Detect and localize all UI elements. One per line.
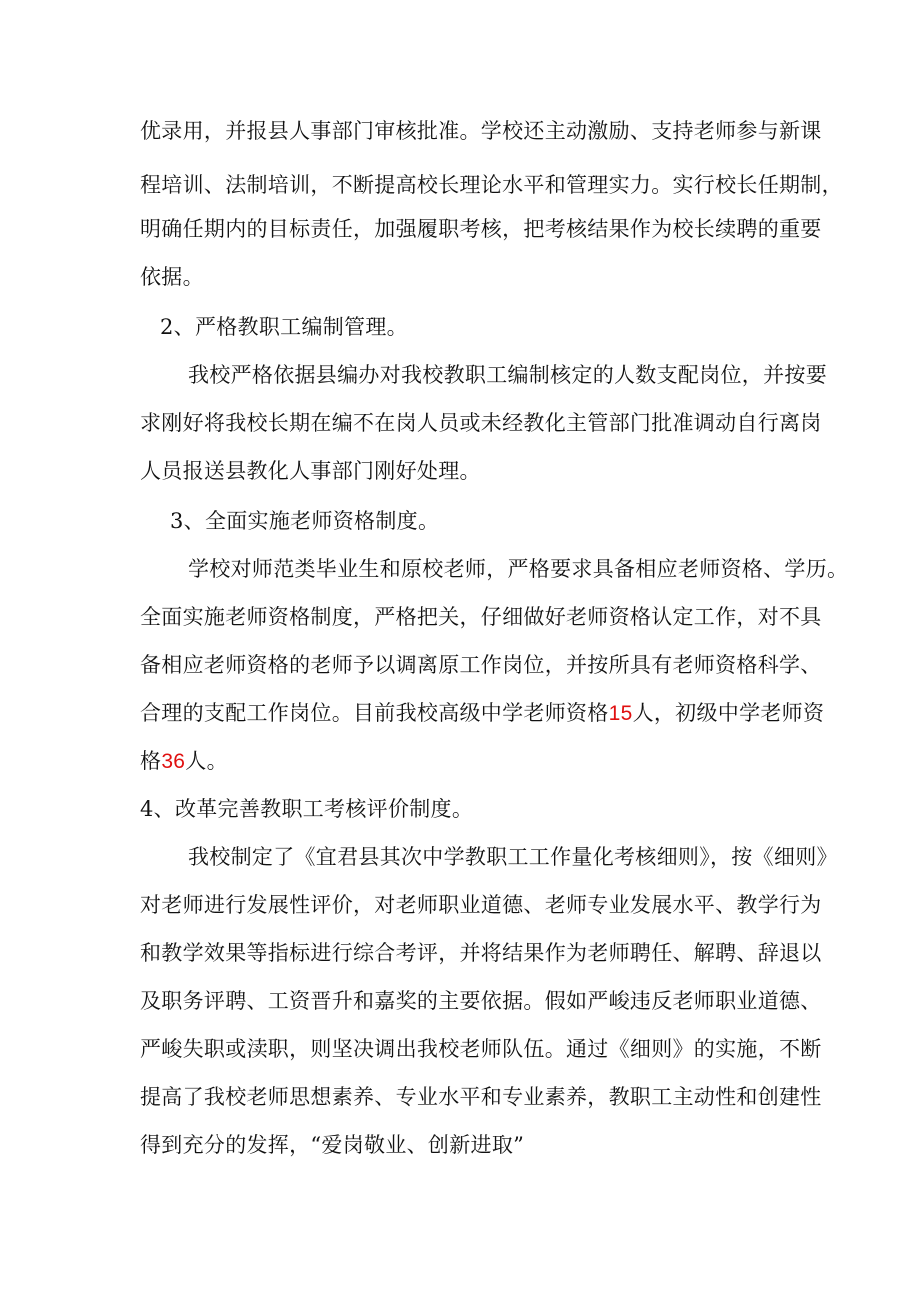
paragraph-line: 提高了我校老师思想素养、专业水平和专业素养，教职工主动性和创建性: [140, 1085, 822, 1109]
paragraph-line: 明确任期内的目标责任，加强履职考核，把考核结果作为校长续聘的重要: [140, 217, 822, 241]
paragraph-line: 优录用，并报县人事部门审核批准。学校还主动激励、支持老师参与新课: [140, 119, 822, 143]
paragraph-line: 学校对师范类毕业生和原校老师，严格要求具备相应老师资格、学历。: [188, 557, 849, 581]
paragraph-line: 我校严格依据县编办对我校教职工编制核定的人数支配岗位，并按要: [188, 363, 827, 387]
paragraph-line: 及职务评聘、工资晋升和嘉奖的主要依据。假如严峻违反老师职业道德、: [140, 989, 822, 1013]
text-segment: 合理的支配工作岗位。目前我校高级中学老师资格: [140, 701, 609, 725]
text-segment: 人。: [185, 749, 228, 773]
text-segment: 格: [140, 749, 162, 773]
text-segment: 人，初级中学老师资: [632, 701, 825, 725]
paragraph-line: 依据。: [140, 265, 204, 289]
paragraph-line: 程培训、法制培训，不断提高校长理论水平和管理实力。实行校长任期制，: [140, 173, 843, 197]
paragraph-line: 严峻失职或渎职，则坚决调出我校老师队伍。通过《细则》的实施，不断: [140, 1037, 822, 1061]
paragraph-line: 全面实施老师资格制度，严格把关，仔细做好老师资格认定工作，对不具: [140, 605, 822, 629]
paragraph-line-with-number: [140, 698, 824, 729]
paragraph-line: 人员报送县教化人事部门刚好处理。: [140, 459, 481, 483]
paragraph-line: 我校制定了《宜君县其次中学教职工工作量化考核细则》，按《细则》: [188, 845, 838, 869]
paragraph-line: 求刚好将我校长期在编不在岗人员或未经教化主管部门批准调动自行离岗: [140, 411, 822, 435]
highlighted-number: 36: [161, 750, 186, 773]
paragraph-line: 和教学效果等指标进行综合考评，并将结果作为老师聘任、解聘、辞退以: [140, 941, 822, 965]
highlighted-number: 15: [608, 702, 633, 725]
section-heading: 3、全面实施老师资格制度。: [170, 509, 440, 533]
section-heading: 4、改革完善教职工考核评价制度。: [140, 797, 474, 821]
paragraph-line-with-number: [140, 746, 228, 777]
paragraph-line: 备相应老师资格的老师予以调离原工作岗位，并按所具有老师资格科学、: [140, 653, 822, 677]
paragraph-line: 得到充分的发挥，“爱岗敬业、创新进取”: [140, 1133, 525, 1157]
section-heading: 2、严格教职工编制管理。: [160, 315, 408, 339]
paragraph-line: 对老师进行发展性评价，对老师职业道德、老师专业发展水平、教学行为: [140, 893, 822, 917]
